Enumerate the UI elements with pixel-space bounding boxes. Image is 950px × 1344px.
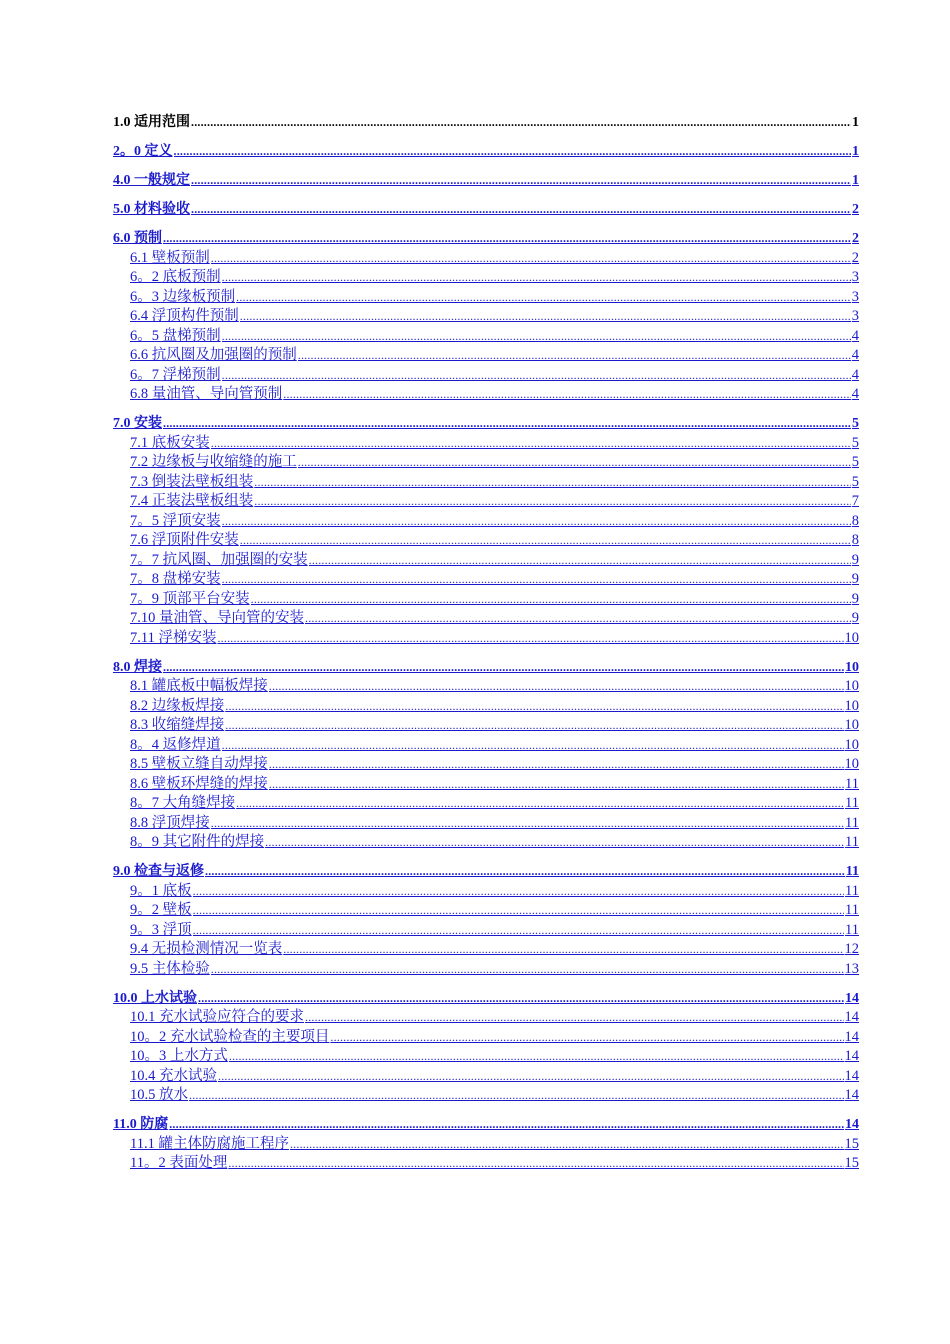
toc-dot-leader (222, 736, 844, 756)
toc-dot-leader (198, 989, 844, 1009)
toc-entry-label: 9.4 无损检测情况一览表 (130, 941, 283, 957)
toc-page-number: 5 (851, 454, 859, 470)
toc-page-number: 13 (844, 960, 859, 977)
toc-page-number: 1 (852, 144, 859, 159)
toc-dot-leader (269, 677, 844, 697)
toc-page-number: 4 (851, 327, 859, 344)
toc-section-entry[interactable] (113, 551, 859, 571)
toc-entry-label: 10.5 放水 (130, 1087, 188, 1103)
toc-dot-leader (222, 268, 851, 288)
toc-chapter-entry[interactable] (113, 229, 859, 249)
toc-chapter-entry[interactable] (113, 414, 859, 434)
toc-dot-leader (211, 249, 851, 269)
toc-section-entry[interactable] (113, 901, 859, 921)
toc-page-number: 11 (845, 834, 859, 850)
toc-chapter-entry[interactable] (113, 200, 859, 220)
toc-section-entry[interactable] (113, 1008, 859, 1028)
toc-page-number: 14 (844, 1048, 859, 1064)
toc-page-number: 9 (851, 590, 859, 607)
toc-page-number: 4 (851, 366, 859, 383)
toc-dot-leader (163, 658, 844, 678)
toc-entry-label: 8.2 边缘板焊接 (130, 697, 225, 714)
toc-chapter-entry[interactable] (113, 171, 859, 191)
toc-page-number: 10 (844, 678, 859, 694)
toc-dot-leader (217, 629, 843, 649)
toc-dot-leader (298, 453, 851, 473)
toc-section-entry[interactable] (113, 736, 859, 756)
toc-entry-label: 8。9 其它附件的焊接 (130, 834, 265, 850)
toc-entry-label: 6。5 盘梯预制 (130, 327, 221, 344)
toc-dot-leader (222, 327, 851, 347)
toc-entry-label: 6.4 浮顶构件预制 (130, 308, 239, 324)
toc-dot-leader (330, 1028, 843, 1048)
toc-entry-label: 6。7 浮梯预制 (130, 366, 221, 383)
toc-page-number: 1 (852, 115, 859, 130)
toc-dot-leader (283, 385, 851, 405)
toc-page-number: 12 (844, 941, 859, 957)
toc-entry-label: 7.10 量油管、导向管的安装 (130, 610, 304, 626)
toc-section-entry[interactable] (113, 453, 859, 473)
toc-entry-label: 9。1 底板 (130, 882, 192, 899)
toc-entry-label: 8。7 大角缝焊接 (130, 795, 236, 811)
toc-section-entry[interactable] (113, 1086, 859, 1106)
toc-chapter-entry[interactable] (113, 989, 859, 1009)
toc-page-number: 11 (845, 902, 859, 918)
toc-dot-leader (211, 814, 844, 834)
toc-entry-label: 6。3 边缘板预制 (130, 288, 236, 305)
toc-page-number: 4 (851, 386, 859, 402)
toc-section-entry[interactable] (113, 960, 859, 980)
toc-entry-label: 9.5 主体检验 (130, 960, 210, 977)
toc-entry-label: 10.0 上水试验 (113, 990, 197, 1006)
toc-page-number: 11 (845, 814, 859, 831)
toc-dot-leader (163, 229, 851, 249)
toc-entry-label: 9。2 壁板 (130, 902, 192, 918)
toc-page-number: 2 (851, 249, 859, 266)
toc-dot-leader (222, 570, 851, 590)
toc-section-entry[interactable] (113, 629, 859, 649)
toc-page-number: 14 (844, 1067, 859, 1084)
toc-entry-label: 10.4 充水试验 (130, 1067, 217, 1084)
toc-section-entry[interactable] (113, 249, 859, 269)
toc-entry-label: 7.11 浮梯安装 (130, 629, 217, 646)
toc-chapter-entry[interactable] (113, 142, 859, 162)
toc-dot-leader (191, 113, 851, 133)
toc-entry-label: 7。8 盘梯安装 (130, 571, 221, 587)
toc-section-entry[interactable] (113, 775, 859, 795)
toc-page-number: 10 (844, 629, 859, 646)
toc-section-entry[interactable] (113, 1135, 859, 1155)
toc-dot-leader (265, 833, 844, 853)
toc-page-number: 1 (852, 173, 859, 188)
toc-section-entry[interactable] (113, 1047, 859, 1067)
toc-page-number: 2 (852, 231, 859, 246)
toc-entry-label: 8.5 壁板立缝自动焊接 (130, 756, 268, 772)
toc-page-number: 11 (845, 882, 859, 899)
toc-section-entry[interactable] (113, 1067, 859, 1087)
toc-section-entry[interactable] (113, 434, 859, 454)
toc-entry-label: 9。3 浮顶 (130, 921, 192, 938)
toc-section-entry[interactable] (113, 697, 859, 717)
toc-page-number: 5 (851, 434, 859, 451)
toc-section-entry[interactable] (113, 346, 859, 366)
toc-dot-leader (205, 862, 845, 882)
toc-page-number: 11 (845, 795, 859, 811)
toc-entry-label: 7.4 正装法壁板组装 (130, 493, 254, 509)
toc-page-number: 10 (844, 756, 859, 772)
toc-dot-leader (290, 1135, 844, 1155)
toc-chapter-entry[interactable] (113, 862, 859, 882)
toc-section-entry[interactable] (113, 268, 859, 288)
toc-entry-label: 4.0 一般规定 (113, 173, 190, 188)
toc-page-number: 9 (851, 610, 859, 626)
toc-section-entry[interactable] (113, 327, 859, 347)
toc-section-entry[interactable] (113, 882, 859, 902)
toc-dot-leader (251, 590, 851, 610)
toc-entry-label: 7.3 倒装法壁板组装 (130, 473, 254, 490)
toc-dot-leader (193, 901, 844, 921)
toc-page-number: 11 (845, 921, 859, 938)
toc-page-number: 15 (844, 1135, 859, 1152)
toc-dot-leader (193, 921, 844, 941)
toc-dot-leader (211, 960, 844, 980)
toc-page-number: 10 (844, 717, 859, 733)
toc-entry-label: 6。2 底板预制 (130, 269, 221, 285)
toc-entry-label: 10。3 上水方式 (130, 1048, 228, 1064)
table-of-contents (113, 113, 859, 1174)
toc-entry-label: 11.1 罐主体防腐施工程序 (130, 1135, 289, 1152)
toc-entry-label: 8.0 焊接 (113, 659, 162, 675)
toc-entry-label: 11.0 防腐 (113, 1117, 169, 1132)
toc-dot-leader (222, 366, 851, 386)
toc-entry-label: 7.2 边缘板与收缩缝的施工 (130, 454, 297, 470)
toc-section-entry[interactable] (113, 755, 859, 775)
toc-dot-leader (228, 1154, 843, 1174)
toc-entry-label: 1.0 适用范围 (113, 115, 190, 130)
toc-page-number: 3 (851, 269, 859, 285)
toc-section-entry[interactable] (113, 570, 859, 590)
toc-section-entry[interactable] (113, 288, 859, 308)
toc-section-entry[interactable] (113, 677, 859, 697)
toc-section-entry[interactable] (113, 473, 859, 493)
toc-dot-leader (305, 609, 851, 629)
toc-entry-label: 10。2 充水试验检查的主要项目 (130, 1028, 330, 1045)
toc-entry-label: 7。9 顶部平台安装 (130, 590, 250, 607)
toc-dot-leader (163, 414, 851, 434)
toc-dot-leader (222, 512, 851, 532)
toc-entry-label: 7.1 底板安装 (130, 434, 210, 451)
toc-entry-label: 7。7 抗风圈、加强圈的安装 (130, 551, 308, 568)
toc-page-number: 14 (844, 1028, 859, 1045)
toc-page-number: 14 (844, 1087, 859, 1103)
toc-dot-leader (218, 1067, 844, 1087)
toc-page-number: 3 (851, 308, 859, 324)
toc-section-entry[interactable] (113, 307, 859, 327)
toc-dot-leader (174, 142, 852, 162)
toc-chapter-entry (113, 113, 859, 133)
toc-dot-leader (269, 755, 844, 775)
toc-entry-label: 10.1 充水试验应符合的要求 (130, 1009, 304, 1025)
toc-dot-leader (305, 1008, 844, 1028)
toc-entry-label: 8.3 收缩缝焊接 (130, 717, 225, 733)
toc-dot-leader (225, 716, 843, 736)
toc-section-entry[interactable] (113, 940, 859, 960)
toc-page-number: 5 (851, 473, 859, 490)
toc-page-number: 11 (845, 864, 859, 879)
toc-section-entry[interactable] (113, 1028, 859, 1048)
toc-page-number: 8 (851, 532, 859, 548)
toc-page-number: 3 (851, 288, 859, 305)
toc-dot-leader (309, 551, 851, 571)
toc-page-number: 10 (845, 659, 859, 675)
toc-page-number: 11 (845, 775, 859, 792)
toc-section-entry[interactable] (113, 531, 859, 551)
toc-dot-leader (236, 288, 851, 308)
toc-page-number: 9 (851, 571, 859, 587)
toc-entry-label: 8。4 返修焊道 (130, 736, 221, 753)
toc-page-number: 7 (851, 493, 859, 509)
toc-page-number: 15 (844, 1155, 859, 1171)
toc-dot-leader (169, 1115, 844, 1135)
toc-entry-label: 9.0 检查与返修 (113, 864, 204, 879)
toc-chapter-entry[interactable] (113, 658, 859, 678)
toc-dot-leader (191, 171, 851, 191)
toc-section-entry[interactable] (113, 814, 859, 834)
toc-section-entry[interactable] (113, 385, 859, 405)
toc-dot-leader (240, 531, 851, 551)
toc-dot-leader (189, 1086, 844, 1106)
toc-page-number: 14 (845, 990, 859, 1006)
toc-page-number: 2 (852, 202, 859, 217)
toc-page-number: 4 (851, 347, 859, 363)
toc-entry-label: 8.6 壁板环焊缝的焊接 (130, 775, 268, 792)
toc-dot-leader (211, 434, 851, 454)
toc-entry-label: 8.8 浮顶焊接 (130, 814, 210, 831)
toc-section-entry[interactable] (113, 590, 859, 610)
toc-dot-leader (283, 940, 843, 960)
toc-section-entry[interactable] (113, 921, 859, 941)
toc-section-entry[interactable] (113, 1154, 859, 1174)
toc-entry-label: 7。5 浮顶安装 (130, 512, 221, 529)
toc-dot-leader (254, 473, 851, 493)
toc-dot-leader (240, 307, 851, 327)
toc-entry-label: 6.0 预制 (113, 231, 162, 246)
toc-entry-label: 11。2 表面处理 (130, 1155, 228, 1171)
toc-dot-leader (191, 200, 851, 220)
toc-entry-label: 6.8 量油管、导向管预制 (130, 386, 283, 402)
toc-section-entry[interactable] (113, 716, 859, 736)
toc-chapter-entry[interactable] (113, 1115, 859, 1135)
toc-page-number: 8 (851, 512, 859, 529)
toc-dot-leader (269, 775, 844, 795)
toc-page-number: 5 (852, 416, 859, 431)
toc-section-entry[interactable] (113, 512, 859, 532)
toc-entry-label: 8.1 罐底板中幅板焊接 (130, 678, 268, 694)
toc-page-number: 14 (844, 1009, 859, 1025)
toc-page-number: 10 (844, 736, 859, 753)
toc-section-entry[interactable] (113, 366, 859, 386)
toc-section-entry[interactable] (113, 609, 859, 629)
toc-section-entry[interactable] (113, 833, 859, 853)
toc-dot-leader (236, 794, 844, 814)
toc-entry-label: 7.6 浮顶附件安装 (130, 532, 239, 548)
toc-dot-leader (225, 697, 843, 717)
toc-dot-leader (229, 1047, 844, 1067)
toc-dot-leader (254, 492, 851, 512)
toc-section-entry[interactable] (113, 492, 859, 512)
toc-entry-label: 2。0 定义 (113, 144, 173, 159)
toc-entry-label: 5.0 材料验收 (113, 202, 190, 217)
toc-section-entry[interactable] (113, 794, 859, 814)
toc-dot-leader (298, 346, 851, 366)
toc-entry-label: 6.1 壁板预制 (130, 249, 210, 266)
toc-dot-leader (193, 882, 844, 902)
toc-page-number: 9 (851, 551, 859, 568)
toc-entry-label: 7.0 安装 (113, 416, 162, 431)
toc-entry-label: 6.6 抗风圈及加强圈的预制 (130, 347, 297, 363)
toc-page-number: 14 (845, 1117, 859, 1132)
toc-page-number: 10 (844, 697, 859, 714)
